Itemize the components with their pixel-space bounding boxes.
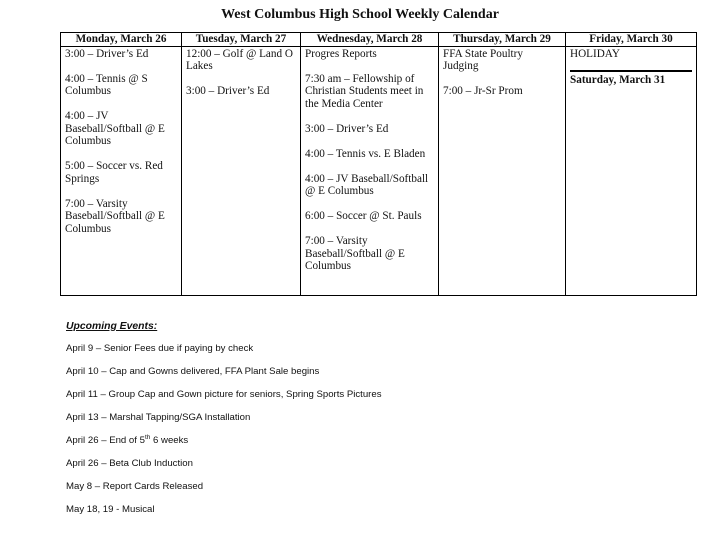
event-item: 5:00 – Soccer vs. Red Springs — [65, 160, 163, 185]
event-item: 6:00 – Soccer @ St. Pauls — [305, 210, 422, 222]
upcoming-event-item: April 26 – Beta Club Induction — [66, 458, 193, 469]
event-item: Progres Reports — [305, 47, 377, 60]
event-item: 3:00 – Driver’s Ed — [305, 122, 389, 135]
upcoming-event-item — [66, 435, 686, 458]
event-item: FFA State Poultry Judging — [443, 47, 523, 72]
event-item: 3:00 – Driver’s Ed — [186, 85, 270, 97]
event-item: 4:00 – Tennis @ S Columbus — [65, 72, 148, 97]
upcoming-events-list — [66, 343, 686, 527]
day-cell-thursday — [439, 46, 566, 296]
day-cell-wednesday — [301, 46, 439, 296]
upcoming-events-section — [66, 321, 686, 527]
ordinal-suffix: th — [144, 433, 151, 441]
day-header-tuesday: Tuesday, March 27 — [182, 33, 301, 47]
calendar-title: West Columbus High School Weekly Calendar — [221, 7, 499, 22]
upcoming-event-item: April 11 – Group Cap and Gown picture for seniors, Spring Sports Pictures — [66, 389, 382, 400]
day-header-monday: Monday, March 26 — [61, 33, 182, 47]
upcoming-event-item: May 18, 19 - Musical — [66, 504, 155, 515]
event-item: 12:00 – Golf @ Land O Lakes — [186, 47, 293, 72]
day-header-thursday: Thursday, March 29 — [439, 33, 566, 47]
event-item: 4:00 – JV Baseball/Softball @ E Columbus — [65, 110, 165, 147]
saturday-header: Saturday, March 31 — [570, 73, 666, 86]
calendar-events-row — [61, 46, 697, 296]
event-item: 7:00 – Varsity Baseball/Softball @ E Columbus — [65, 197, 165, 235]
weekly-calendar-table — [60, 32, 697, 296]
event-item: 7:30 am – Fellowship of Christian Students meet in the Media Center — [305, 72, 424, 110]
friday-section — [570, 48, 692, 72]
event-item: 4:00 – Tennis vs. E Bladen — [305, 147, 426, 160]
day-cell-friday — [566, 46, 697, 296]
day-cell-tuesday — [182, 46, 301, 296]
event-item: 7:00 – Jr-Sr Prom — [443, 85, 523, 97]
upcoming-event-item: April 10 – Cap and Gowns delivered, FFA Plant Sale begins — [66, 366, 320, 377]
event-text: 6 weeks — [150, 435, 189, 446]
event-item: 7:00 – Varsity Baseball/Softball @ E Columbus — [305, 235, 405, 272]
day-header-wednesday: Wednesday, March 28 — [301, 33, 439, 47]
event-item: HOLIDAY — [570, 47, 620, 60]
event-text: April 26 – End of 5 — [66, 435, 145, 446]
upcoming-event-item: April 9 – Senior Fees due if paying by check — [66, 343, 254, 354]
upcoming-event-item: May 8 – Report Cards Released — [66, 481, 204, 492]
day-header-friday: Friday, March 30 — [566, 33, 697, 47]
event-item: 3:00 – Driver’s Ed — [65, 47, 149, 60]
upcoming-event-item: April 13 – Marshal Tapping/SGA Installation — [66, 412, 251, 423]
upcoming-events-heading: Upcoming Events: — [66, 321, 158, 332]
day-cell-monday — [61, 46, 182, 296]
event-item: 4:00 – JV Baseball/Softball @ E Columbus — [305, 172, 429, 197]
calendar-header-row — [61, 33, 697, 47]
